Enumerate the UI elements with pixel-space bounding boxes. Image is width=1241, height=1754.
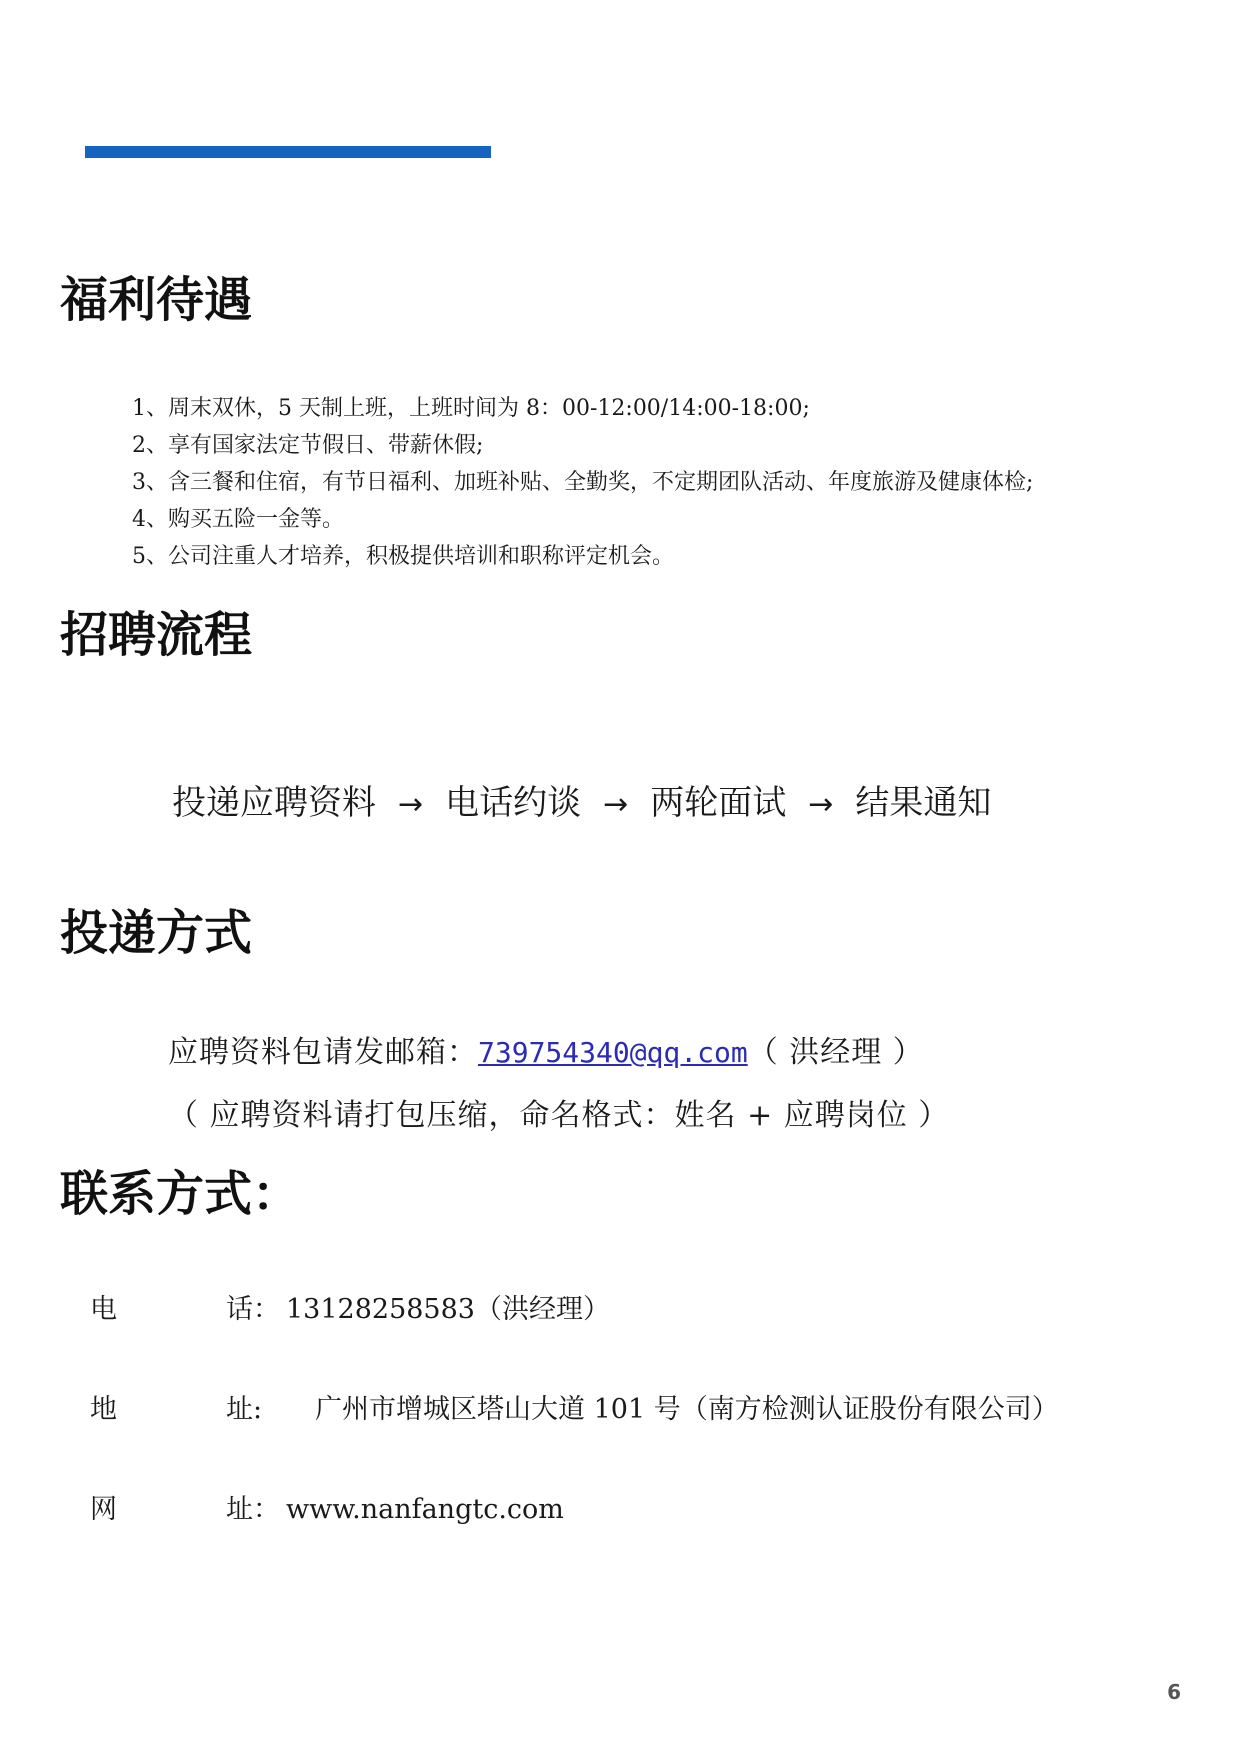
arrow-right-icon: →: [603, 787, 629, 822]
apply-heading: 投递方式: [60, 905, 253, 961]
apply-email-suffix: （ 洪经理 ）: [747, 1035, 924, 1070]
process-step: 投递应聘资料: [172, 783, 376, 823]
contact-label-char: 址：: [226, 1494, 280, 1525]
email-link[interactable]: 739754340@qq.com: [478, 1036, 748, 1069]
contact-label-char: 话：: [226, 1294, 280, 1325]
apply-email-prefix: 应聘资料包请发邮箱：: [168, 1035, 478, 1070]
contact-address-value: 广州市增城区塔山大道 101 号（南方检测认证股份有限公司）: [315, 1394, 1059, 1425]
list-item: 5、公司注重人才培养，积极提供培训和职称评定机会。: [132, 544, 674, 569]
process-step: 电话约谈: [445, 783, 582, 823]
contact-label-char: 址:: [226, 1394, 263, 1425]
list-item: 3、含三餐和住宿，有节日福利、加班补贴、全勤奖，不定期团队活动、年度旅游及健康体检;: [132, 470, 1034, 495]
page-number: 6: [1167, 1680, 1181, 1704]
benefits-list: [132, 390, 1033, 575]
apply-format-note: （ 应聘资料请打包压缩，命名格式：姓名 + 应聘岗位 ）: [168, 1098, 950, 1133]
arrow-right-icon: →: [808, 787, 834, 822]
contact-label-char: 网: [90, 1494, 117, 1525]
contact-phone-value: 13128258583（洪经理）: [286, 1294, 610, 1325]
process-heading: 招聘流程: [60, 607, 253, 663]
process-step: 两轮面试: [650, 783, 787, 823]
contact-website-value[interactable]: www.nanfangtc.com: [286, 1494, 564, 1525]
process-step: 结果通知: [855, 783, 992, 823]
contact-heading: 联系方式：: [60, 1166, 301, 1222]
list-item: 2、享有国家法定节假日、带薪休假;: [132, 433, 484, 458]
contact-label-char: 电: [90, 1294, 117, 1325]
contact-label-char: 地: [90, 1394, 117, 1425]
apply-email-line: [168, 1033, 924, 1073]
list-item: 1、周末双休，5 天制上班，上班时间为 8：00-12:00/14:00-18:00;: [132, 396, 810, 421]
arrow-right-icon: →: [398, 787, 424, 822]
benefits-heading: 福利待遇: [60, 272, 253, 328]
list-item: 4、购买五险一金等。: [132, 507, 344, 532]
process-flow: [172, 780, 991, 828]
accent-bar: [85, 146, 491, 158]
